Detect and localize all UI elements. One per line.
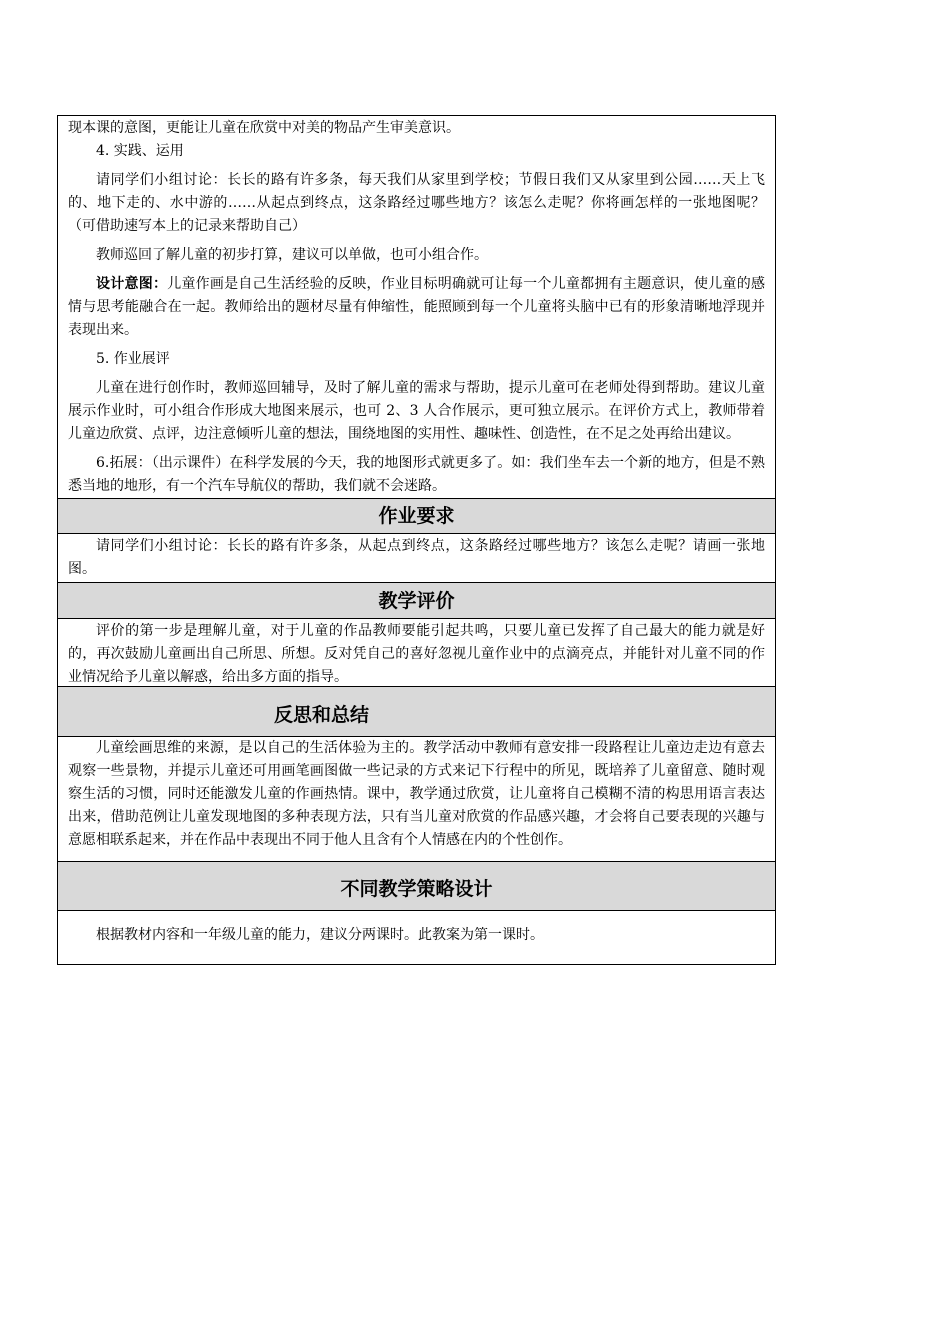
homework-header (58, 499, 775, 534)
lesson-process-cell (58, 116, 775, 499)
homework-paragraph: 请同学们小组讨论：长长的路有许多条，从起点到终点，这条路经过哪些地方？该怎么走呢？请画一张地图。 (68, 538, 765, 577)
evaluation-header (58, 583, 775, 619)
intro-paragraph: 现本课的意图，更能让儿童在欣赏中对美的物品产生审美意识。 (68, 120, 460, 136)
step5-title: 5. 作业展评 (96, 351, 170, 367)
step4-teacher-paragraph: 教师巡回了解儿童的初步打算，建议可以单做，也可小组合作。 (96, 247, 488, 263)
reflection-paragraph: 儿童绘画思维的来源，是以自己的生活体验为主的。教学活动中教师有意安排一段路程让儿童边走边有意去观察一些景物，并提示儿童还可用画笔画图做一些记录的方式来记下行程中的所见，既培养了儿童留意、随时观察生活的习惯，同时还能激发儿童的作画热情。课中，教学通过欣赏，让儿童将自己模糊不清的构思用语言表达出来，借助范例让儿童发现地图的多种表现方法，只有当儿童对欣赏的作品感兴趣，才会将自己要表现的兴趣与意愿相联系起来，并在作品中表现出不同于他人且含有个人情感在内的个性创作。 (68, 740, 765, 848)
step4-paragraph: 请同学们小组讨论：长长的路有许多条，每天我们从家里到学校；节假日我们又从家里到公园……天上飞的、地下走的、水中游的……从起点到终点，这条路经过哪些地方？该怎么走呢？你将画怎样的一张地图呢？（可借助速写本上的记录来帮助自己） (68, 172, 765, 234)
strategy-paragraph: 根据教材内容和一年级儿童的能力，建议分两课时。此教案为第一课时。 (96, 927, 544, 943)
strategy-cell (58, 911, 775, 964)
reflection-header-label: 反思和总结 (274, 704, 370, 726)
evaluation-header-label: 教学评价 (378, 590, 455, 612)
strategy-header (58, 862, 775, 911)
evaluation-cell (58, 619, 775, 687)
design-intent-label: 设计意图： (96, 276, 168, 292)
strategy-header-label: 不同教学策略设计 (340, 878, 493, 900)
step4-title: 4. 实践、运用 (96, 143, 184, 159)
homework-cell (58, 534, 775, 583)
reflection-cell (58, 737, 775, 862)
design-intent-text: 儿童作画是自己生活经验的反映，作业目标明确就可让每一个儿童都拥有主题意识，使儿童的感情与思考能融合在一起。教师给出的题材尽量有伸缩性，能照顾到每一个儿童将头脑中已有的形象清晰地浮现并表现出来。 (68, 276, 766, 338)
reflection-header (58, 687, 775, 737)
design-intent-paragraph (68, 273, 765, 342)
evaluation-paragraph: 评价的第一步是理解儿童，对于儿童的作品教师要能引起共鸣，只要儿童已发挥了自己最大的能力就是好的，再次鼓励儿童画出自己所思、所想。反对凭自己的喜好忽视儿童作业中的点滴亮点，并能针对儿童不同的作业情况给予儿童以解惑，给出多方面的指导。 (68, 623, 765, 685)
lesson-plan-table (57, 115, 776, 965)
step6-paragraph: 6.拓展：（出示课件）在科学发展的今天，我的地图形式就更多了。如：我们坐车去一个新的地方，但是不熟悉当地的地形，有一个汽车导航仪的帮助，我们就不会迷路。 (68, 455, 765, 494)
step5-paragraph: 儿童在进行创作时，教师巡回辅导，及时了解儿童的需求与帮助，提示儿童可在老师处得到帮助。建议儿童展示作业时，可小组合作形成大地图来展示，也可 2、3 人合作展示，更可独立展示。在评价方式上，教师带着儿童边欣赏、点评，边注意倾听儿童的想法，围绕地图的实用性、趣味性、创造性，在不足之处再给出建议。 (68, 380, 765, 442)
homework-header-label: 作业要求 (378, 505, 455, 527)
